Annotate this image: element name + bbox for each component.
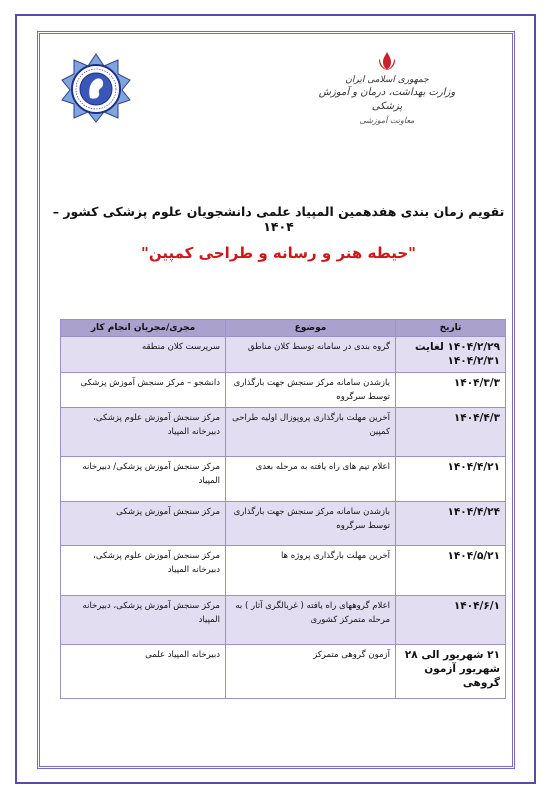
row-exec: مرکز سنجش آموزش علوم پزشکی، دبیرخانه المپیاد [61,408,226,457]
ministry-header [312,50,462,128]
row-exec: مرکز سنجش آموزش پزشکی، دبیرخانه المپیاد [61,596,226,645]
document-subtitle: "حیطه هنر و رسانه و طراحی کمپین" [141,244,416,262]
ministry-line-2: وزارت بهداشت، درمان و آموزش پزشکی [318,87,456,112]
row-date: ۱۴۰۴/۳/۳ [396,373,506,408]
table-header-row [61,320,506,337]
header-exec: مجری/مجریان انجام کار [61,320,226,337]
row-topic: اعلام تیم های راه یافته به مرحله بعدی [226,457,396,502]
row-exec: مرکز سنجش آموزش پزشکی/ دبیرخانه المپیاد [61,457,226,502]
header-date: تاریخ [396,320,506,337]
row-date: ۱۴۰۴/۴/۲۱ [396,457,506,502]
table-row [61,337,506,373]
table-row [61,457,506,502]
schedule-table [60,319,506,699]
row-topic: اعلام گروههای راه یافته ( غربالگری آثار ) به مرحله متمرکز کشوری [226,596,396,645]
row-topic: گروه بندی در سامانه توسط کلان مناطق [226,337,396,373]
row-exec: دبیرخانه المپیاد علمی [61,645,226,699]
row-topic: بازشدن سامانه مرکز سنجش جهت بارگذاری توسط سرگروه [226,373,396,408]
olympiad-emblem-icon [60,52,132,124]
table-row [61,373,506,408]
row-topic: آخرین مهلت بارگذاری پروپوزال اولیه طراحی کمپین [226,408,396,457]
iran-emblem-icon [376,50,398,72]
document-title: تقویم زمان بندی هفدهمین المپیاد علمی دانشجویان علوم پزشکی کشور – ۱۴۰۴ [52,204,505,234]
row-exec: مرکز سنجش آموزش علوم پزشکی، دبیرخانه المپیاد [61,546,226,596]
table-row [61,502,506,546]
row-exec: سرپرست کلان منطقه [61,337,226,373]
table-row [61,596,506,645]
row-exec: دانشجو – مرکز سنجش آموزش پزشکی [61,373,226,408]
table-row [61,408,506,457]
table-row [61,645,506,699]
ministry-line-3: معاونت آموزشی [359,116,415,125]
row-topic: آخرین مهلت بارگذاری پروژه ها [226,546,396,596]
row-exec: مرکز سنجش آموزش پزشکی [61,502,226,546]
ministry-line-1: جمهوری اسلامی ایران [345,75,429,85]
row-date: ۱۴۰۴/۶/۱ [396,596,506,645]
row-date: ۲۱ شهریور الی ۲۸ شهریور آزمون گروهی [396,645,506,699]
row-date: ۱۴۰۴/۲/۲۹ لغایت ۱۴۰۴/۲/۳۱ [396,337,506,373]
row-date: ۱۴۰۴/۴/۳ [396,408,506,457]
row-date: ۱۴۰۴/۵/۲۱ [396,546,506,596]
row-date: ۱۴۰۴/۴/۲۴ [396,502,506,546]
row-topic: بازشدن سامانه مرکز سنجش جهت بارگذاری توسط سرگروه [226,502,396,546]
row-topic: آزمون گروهی متمرکز [226,645,396,699]
header-topic: موضوع [226,320,396,337]
table-row [61,546,506,596]
